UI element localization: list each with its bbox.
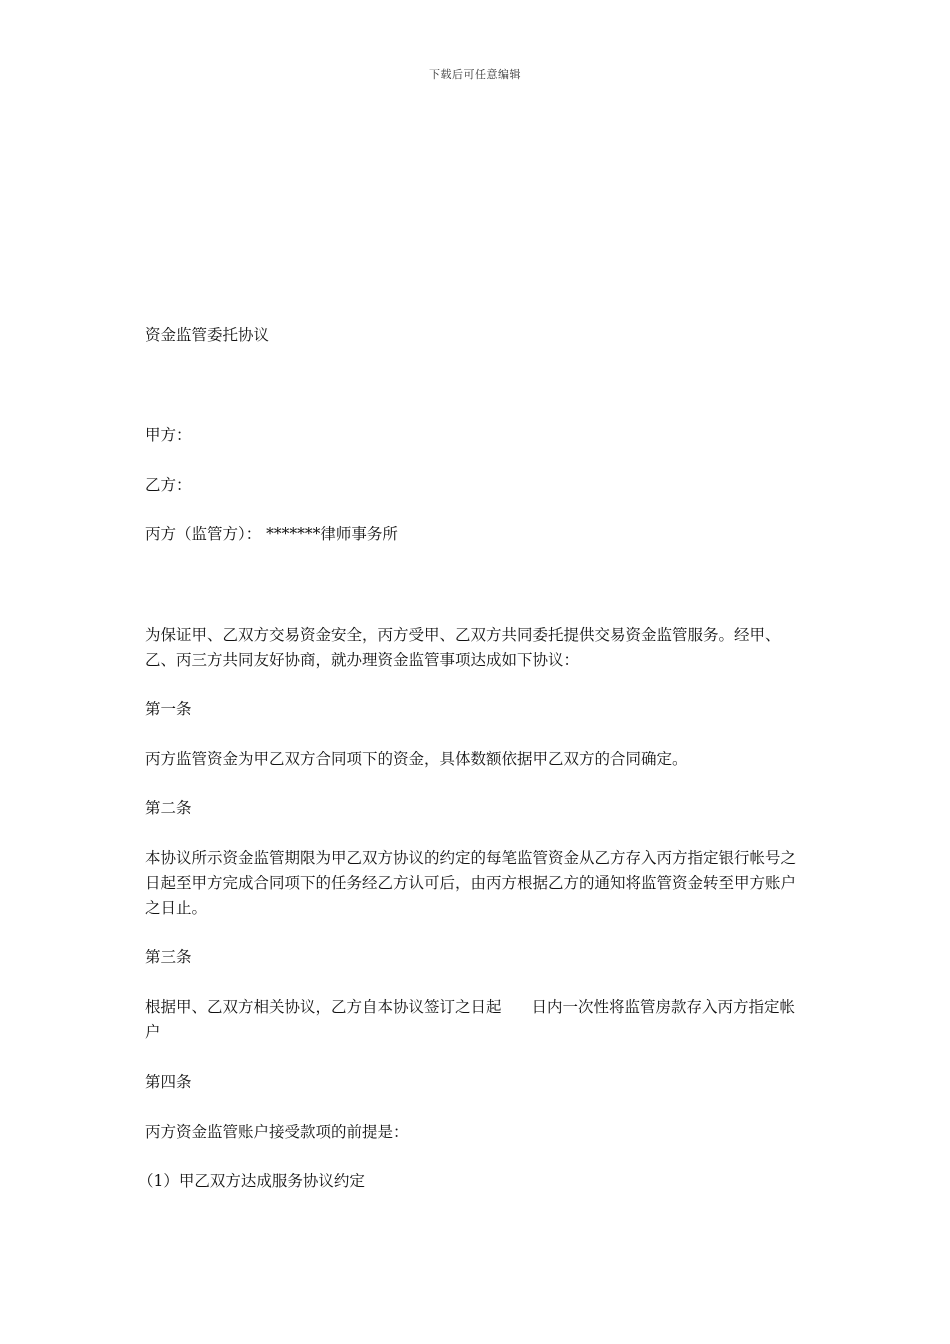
party-a-label: 甲方： bbox=[145, 426, 192, 444]
article-1-text: 丙方监管资金为甲乙双方合同项下的资金，具体数额依据甲乙双方的合同确定。 bbox=[145, 750, 688, 768]
header-note: 下载后可任意编辑 bbox=[429, 68, 521, 81]
article-2-text: 本协议所示资金监管期限为甲乙双方协议的约定的每笔监管资金从乙方存入丙方指定银行帐号之日起至甲方完成合同项下的任务经乙方认可后，由丙方根据乙方的通知将监管资金转至甲方账户之日止。 bbox=[145, 849, 797, 917]
document-title: 资金监管委托协议 bbox=[145, 326, 270, 344]
intro-paragraph: 为保证甲、乙双方交易资金安全，丙方受甲、乙双方共同委托提供交易资金监管服务。经甲、乙、丙三方共同友好协商，就办理资金监管事项达成如下协议： bbox=[145, 626, 781, 669]
article-3-text bbox=[145, 995, 807, 1045]
article-4-item-1: （1）甲乙双方达成服务协议约定 bbox=[138, 1172, 365, 1190]
article-3-heading: 第三条 bbox=[145, 948, 192, 966]
article-3-text-after: 日内一次性将监管房款存入丙方指定帐户 bbox=[145, 998, 796, 1041]
party-b-label: 乙方： bbox=[145, 476, 192, 494]
article-1-heading: 第一条 bbox=[145, 700, 192, 718]
article-4-text: 丙方资金监管账户接受款项的前提是： bbox=[145, 1123, 409, 1141]
article-3-text-before: 根据甲、乙双方相关协议，乙方自本协议签订之日起 bbox=[145, 998, 502, 1016]
party-c-label: 丙方（监管方）： *******律师事务所 bbox=[145, 525, 398, 543]
article-2-heading: 第二条 bbox=[145, 799, 192, 817]
article-4-heading: 第四条 bbox=[145, 1073, 192, 1091]
